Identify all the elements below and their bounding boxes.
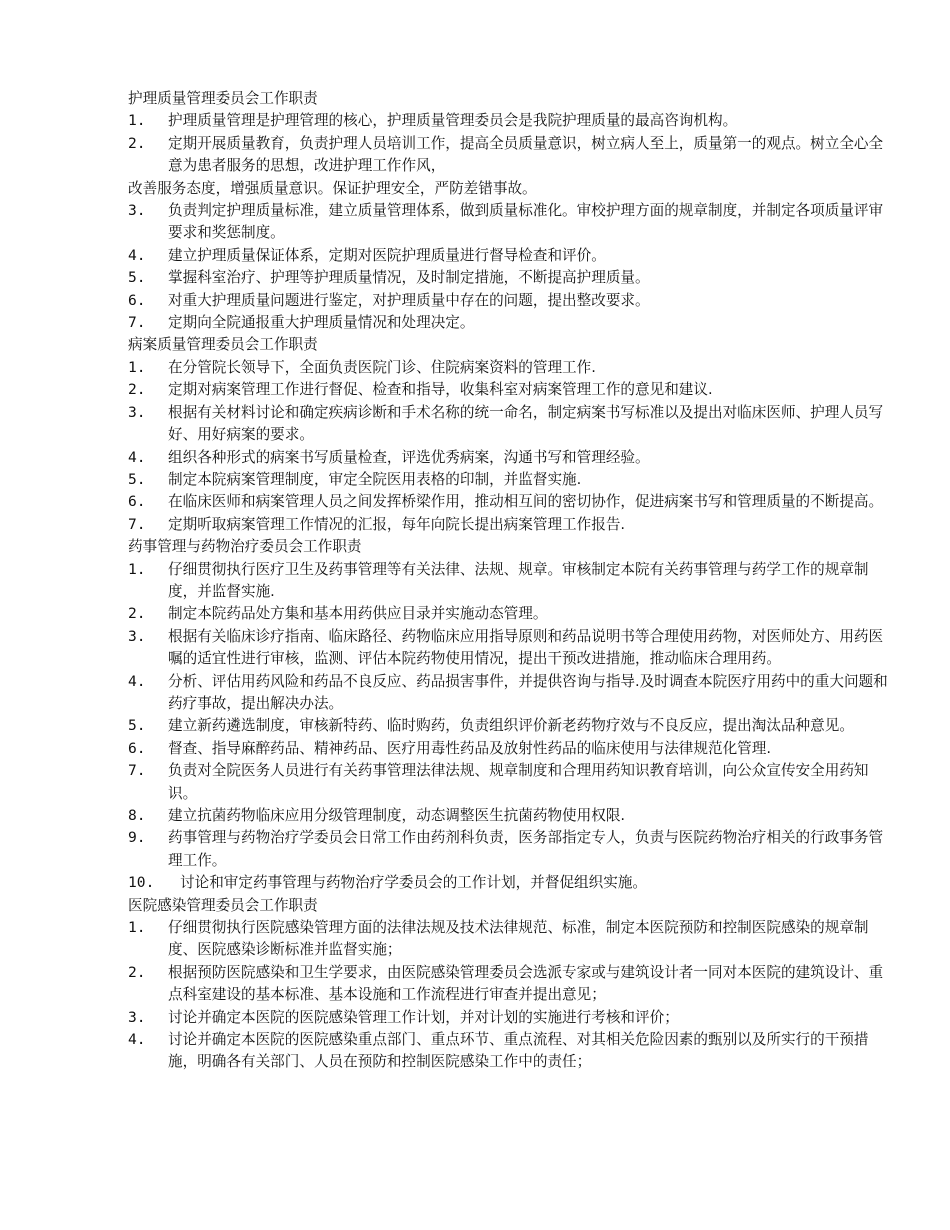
item-number: 1.	[128, 112, 146, 130]
list-item	[128, 715, 890, 737]
item-text: 对重大护理质量问题进行鉴定，对护理质量中存在的问题，提出整改要求。	[168, 291, 650, 309]
item-text: 根据有关材料讨论和确定疾病诊断和手术名称的统一命名，制定病案书写标准以及提出对临床医师、护理人员写好、用好病案的要求。	[168, 403, 884, 444]
list-item	[128, 312, 890, 334]
list-item	[128, 738, 890, 760]
item-text: 讨论并确定本医院的医院感染重点部门、重点环节、重点流程、对其相关危险因素的甄别以及所实行的干预措施，明确各有关部门、人员在预防和控制医院感染工作中的责任；	[168, 1031, 869, 1071]
item-text: 负责判定护理质量标准，建立质量管理体系，做到质量标准化。审校护理方面的规章制度，并制定各项质量评审要求和奖惩制度。	[168, 202, 884, 242]
list-item	[128, 200, 890, 245]
item-text: 掌握科室治疗、护理等护理质量情况，及时制定措施，不断提高护理质量。	[168, 269, 650, 287]
item-number: 2.	[128, 605, 146, 623]
item-number: 9.	[128, 829, 146, 847]
list-item	[128, 514, 890, 536]
item-number: 4.	[128, 672, 146, 690]
item-text: 仔细贯彻执行医疗卫生及药事管理等有关法律、法规、规章。审核制定本院有关药事管理与药学工作的规章制度，并监督实施.	[168, 560, 869, 600]
item-number: 7.	[128, 515, 146, 533]
item-text: 制定本院药品处方集和基本用药供应目录并实施动态管理。	[168, 605, 548, 623]
item-number: 7.	[128, 314, 146, 332]
list-item	[128, 671, 890, 716]
list-item	[128, 290, 890, 312]
item-text: 建立新药遴选制度，审核新特药、临时购药，负责组织评价新老药物疗效与不良反应，提出淘汰品种意见。	[168, 717, 854, 735]
item-text: 制定本院病案管理制度，审定全院医用表格的印制，并监督实施.	[168, 470, 582, 488]
list-item	[128, 1007, 890, 1029]
list-item	[128, 559, 890, 604]
item-text: 督查、指导麻醉药品、精神药品、医疗用毒性药品及放射性药品的临床使用与法律规范化管理.	[168, 739, 771, 757]
list-item	[128, 760, 890, 805]
list-item	[128, 447, 890, 469]
item-number: 3.	[128, 1008, 146, 1026]
list-item	[128, 626, 890, 671]
list-item	[128, 491, 890, 513]
item-number: 3.	[128, 202, 146, 220]
list-item	[128, 245, 890, 267]
item-text: 仔细贯彻执行医院感染管理方面的法律法规及技术法律规范、标准，制定本医院预防和控制医院感染的规章制度、医院感染诊断标准并监督实施；	[168, 919, 869, 959]
item-number: 4.	[128, 448, 146, 466]
item-number: 1.	[128, 358, 146, 376]
list-item	[128, 1029, 890, 1074]
item-number: 7.	[128, 762, 146, 780]
item-number: 5.	[128, 269, 146, 287]
list-item	[128, 805, 890, 827]
list-item	[128, 133, 890, 178]
item-number: 1.	[128, 919, 146, 937]
item-number: 2.	[128, 134, 146, 152]
item-text: 分析、评估用药风险和药品不良反应、药品损害事件，并提供咨询与指导.及时调查本院医疗用药中的重大问题和药疗事故，提出解决办法。	[168, 672, 888, 712]
item-text: 定期听取病案管理工作情况的汇报，每年向院长提出病案管理工作报告.	[168, 515, 626, 533]
item-number: 3.	[128, 627, 146, 645]
item-text: 在临床医师和病案管理人员之间发挥桥梁作用，推动相互间的密切协作，促进病案书写和管理质量的不断提高。	[168, 493, 884, 511]
item-number: 5.	[128, 470, 146, 488]
continuation-line: 改善服务态度，增强质量意识。保证护理安全，严防差错事故。	[128, 179, 537, 197]
item-number: 4.	[128, 246, 146, 264]
section-title: 药事管理与药物治疗委员会工作职责	[128, 538, 362, 556]
item-text: 定期向全院通报重大护理质量情况和处理决定。	[168, 314, 475, 332]
item-text: 建立抗菌药物临床应用分级管理制度，动态调整医生抗菌药物使用权限.	[168, 807, 626, 824]
item-text: 定期开展质量教育，负责护理人员培训工作，提高全员质量意识，树立病人至上，质量第一的观点。树立全心全意为患者服务的思想，改进护理工作作风，	[168, 134, 884, 175]
item-number: 2.	[128, 963, 146, 981]
item-number: 4.	[128, 1031, 146, 1049]
item-text: 根据有关临床诊疗指南、临床路径、药物临床应用指导原则和药品说明书等合理使用药物，对医师处方、用药医嘱的适宜性进行审核，监测、评估本院药物使用情况，提出干预改进措施，推动临床合理用药。	[168, 627, 884, 668]
item-number: 5.	[128, 717, 146, 735]
list-item	[128, 469, 890, 491]
item-number: 1.	[128, 560, 146, 578]
item-number: 6.	[128, 291, 146, 309]
list-item	[128, 379, 890, 401]
section-title: 医院感染管理委员会工作职责	[128, 896, 318, 914]
list-item	[128, 872, 890, 894]
list-item	[128, 827, 890, 872]
item-number: 6.	[128, 739, 146, 757]
item-text: 药事管理与药物治疗学委员会日常工作由药剂科负责，医务部指定专人，负责与医院药物治疗相关的行政事务管理工作。	[168, 829, 884, 869]
list-item	[128, 917, 890, 962]
section-title: 护理质量管理委员会工作职责	[128, 90, 318, 107]
list-item	[128, 357, 890, 379]
item-text: 护理质量管理是护理管理的核心，护理质量管理委员会是我院护理质量的最高咨询机构。	[168, 112, 738, 130]
item-text: 根据预防医院感染和卫生学要求，由医院感染管理委员会选派专家或与建筑设计者一同对本医院的建筑设计、重点科室建设的基本标准、基本设施和工作流程进行审查并提出意见；	[168, 963, 884, 1004]
item-text: 定期对病案管理工作进行督促、检查和指导，收集科室对病案管理工作的意见和建议.	[168, 381, 713, 399]
list-item	[128, 603, 890, 625]
list-item	[128, 962, 890, 1007]
section-title: 病案质量管理委员会工作职责	[128, 336, 318, 354]
list-item	[128, 110, 890, 132]
item-number: 10.	[128, 874, 155, 892]
item-number: 6.	[128, 493, 146, 511]
item-number: 3.	[128, 403, 146, 421]
item-text: 讨论并确定本医院的医院感染管理工作计划，并对计划的实施进行考核和评价；	[168, 1008, 679, 1026]
item-number: 2.	[128, 381, 146, 399]
item-text: 讨论和审定药事管理与药物治疗学委员会的工作计划，并督促组织实施。	[180, 874, 648, 892]
item-text: 建立护理质量保证体系，定期对医院护理质量进行督导检查和评价。	[168, 246, 606, 264]
item-text: 在分管院长领导下，全面负责医院门诊、住院病案资料的管理工作.	[168, 358, 596, 376]
list-item	[128, 267, 890, 289]
list-item	[128, 402, 890, 447]
item-text: 负责对全院医务人员进行有关药事管理法律法规、规章制度和合理用药知识教育培训，向公众宣传安全用药知识。	[168, 762, 869, 802]
item-text: 组织各种形式的病案书写质量检查，评选优秀病案，沟通书写和管理经验。	[168, 448, 650, 466]
item-number: 8.	[128, 807, 146, 824]
